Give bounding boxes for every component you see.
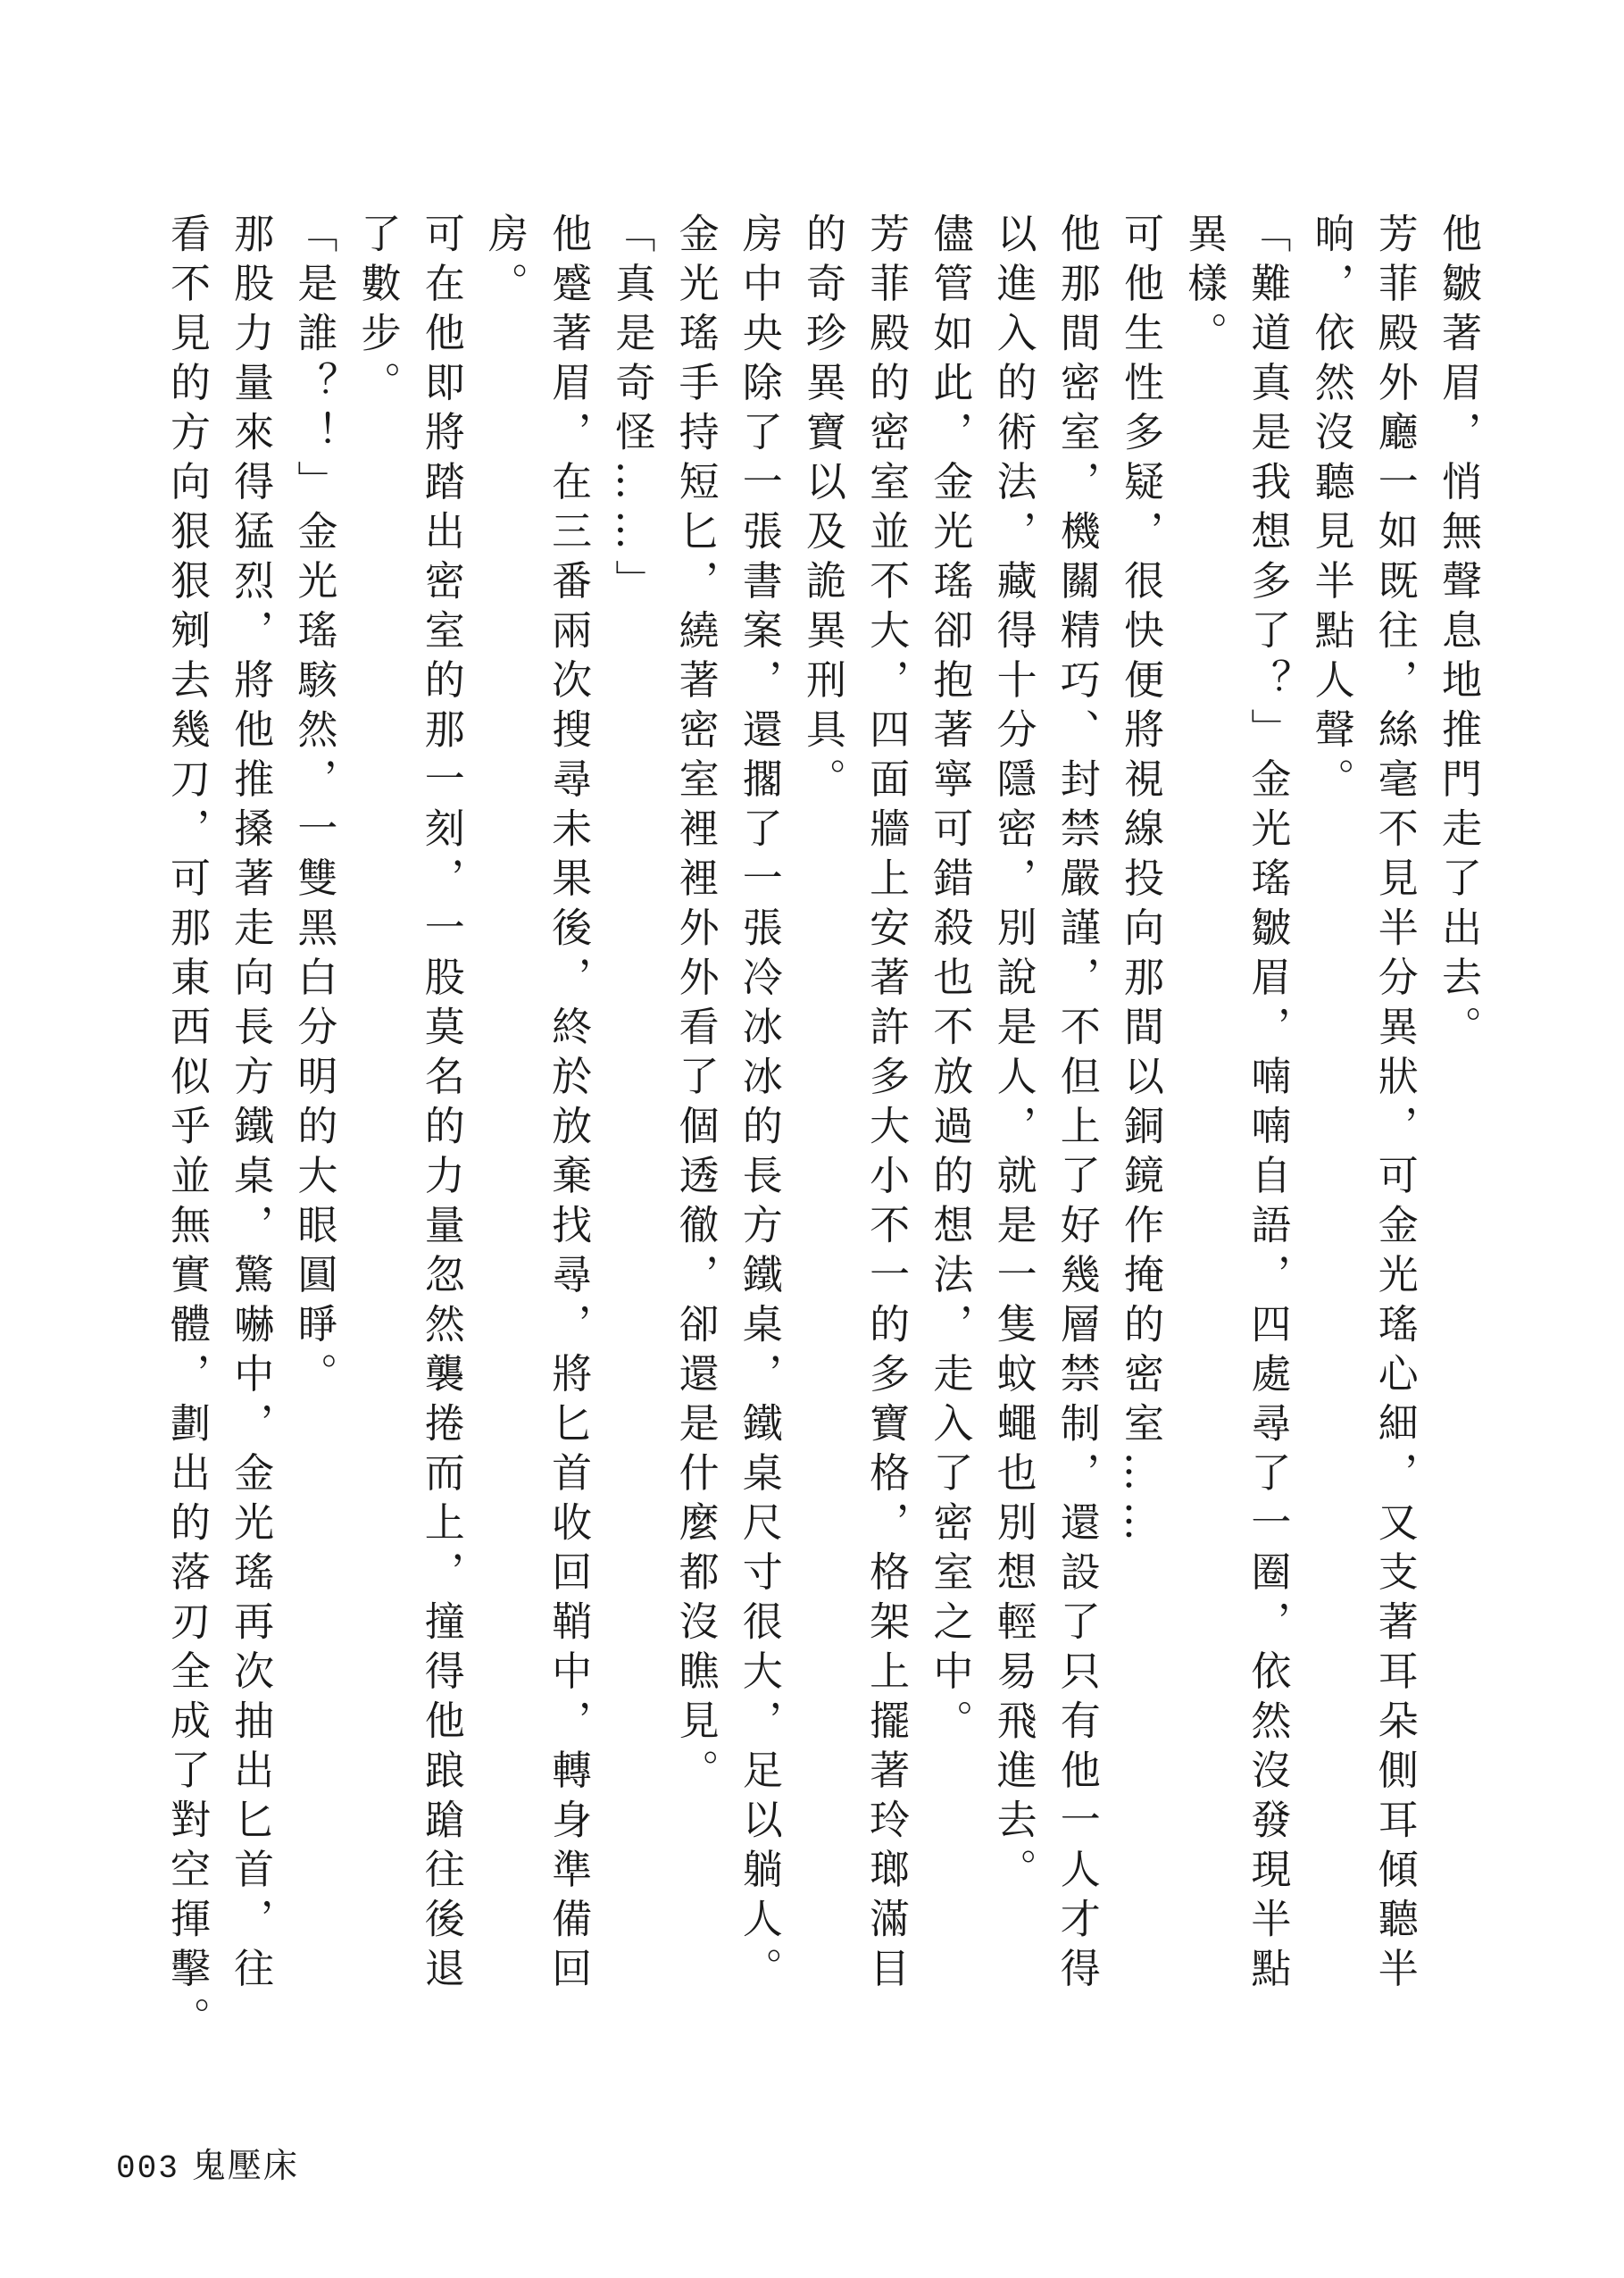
text-column: 晌，依然沒聽見半點人聲。 [1307,213,1355,807]
text-column: 以進入的術法，藏得十分隱密，別說是人，就是一隻蚊蠅也別想輕易飛進去。 [989,213,1037,1898]
body-text [115,213,1490,2079]
text-column: 他那間密室，機關精巧、封禁嚴謹，不但上了好幾層禁制，還設了只有他一人才得 [1053,213,1101,1997]
text-column: 可在他即將踏出密室的那一刻，一股莫名的力量忽然襲捲而上，撞得他踉蹌往後退 [417,213,465,1997]
text-column: 可他生性多疑，很快便將視線投向那間以銅鏡作掩的密室…… [1116,213,1164,1551]
text-column: 他蹙著眉，在三番兩次搜尋未果後，終於放棄找尋，將匕首收回鞘中，轉身準備回 [545,213,593,1997]
text-column: 儘管如此，金光瑤卻抱著寧可錯殺也不放過的想法，走入了密室之中。 [926,213,974,1749]
text-column: 芳菲殿的密室並不大，四面牆上安著許多大小不一的多寶格，格架上擺著玲瑯滿目 [862,213,911,1997]
text-column: 他皺著眉，悄無聲息地推門走了出去。 [1435,213,1482,1056]
text-column: 「真是奇怪……」 [608,213,656,609]
running-title: 鬼壓床 [191,2146,299,2185]
text-column: 那股力量來得猛烈，將他推搡著走向長方鐵桌，驚嚇中，金光瑤再次抽出匕首，往 [227,213,275,1997]
text-column: 芳菲殿外廳一如既往，絲毫不見半分異狀，可金光瑤心細，又支著耳朵側耳傾聽半 [1370,213,1419,1997]
text-column: 金光瑤手持短匕，繞著密室裡裡外外看了個透徹，卻還是什麼都沒瞧見。 [671,213,720,1798]
text-column: 的奇珍異寶以及詭異刑具。 [798,213,846,807]
text-column: 「是誰？！」金光瑤駭然，一雙黑白分明的大眼圓睜。 [290,213,338,1402]
page-footer [116,2145,299,2190]
text-column: 房中央除了一張書案，還擱了一張冷冰冰的長方鐵桌，鐵桌尺寸很大，足以躺人。 [735,213,783,1997]
text-column: 了數步。 [354,213,402,411]
text-column: 看不見的方向狠狠剜去幾刀，可那東西似乎並無實體，劃出的落刃全成了對空揮擊。 [162,213,211,2047]
text-column: 房。 [480,213,529,312]
page-number: 003 [116,2150,179,2187]
text-column: 「難道真是我想多了？」金光瑤皺眉，喃喃自語，四處尋了一圈，依然沒發現半點 [1244,213,1292,1997]
text-column: 異樣。 [1180,213,1228,362]
